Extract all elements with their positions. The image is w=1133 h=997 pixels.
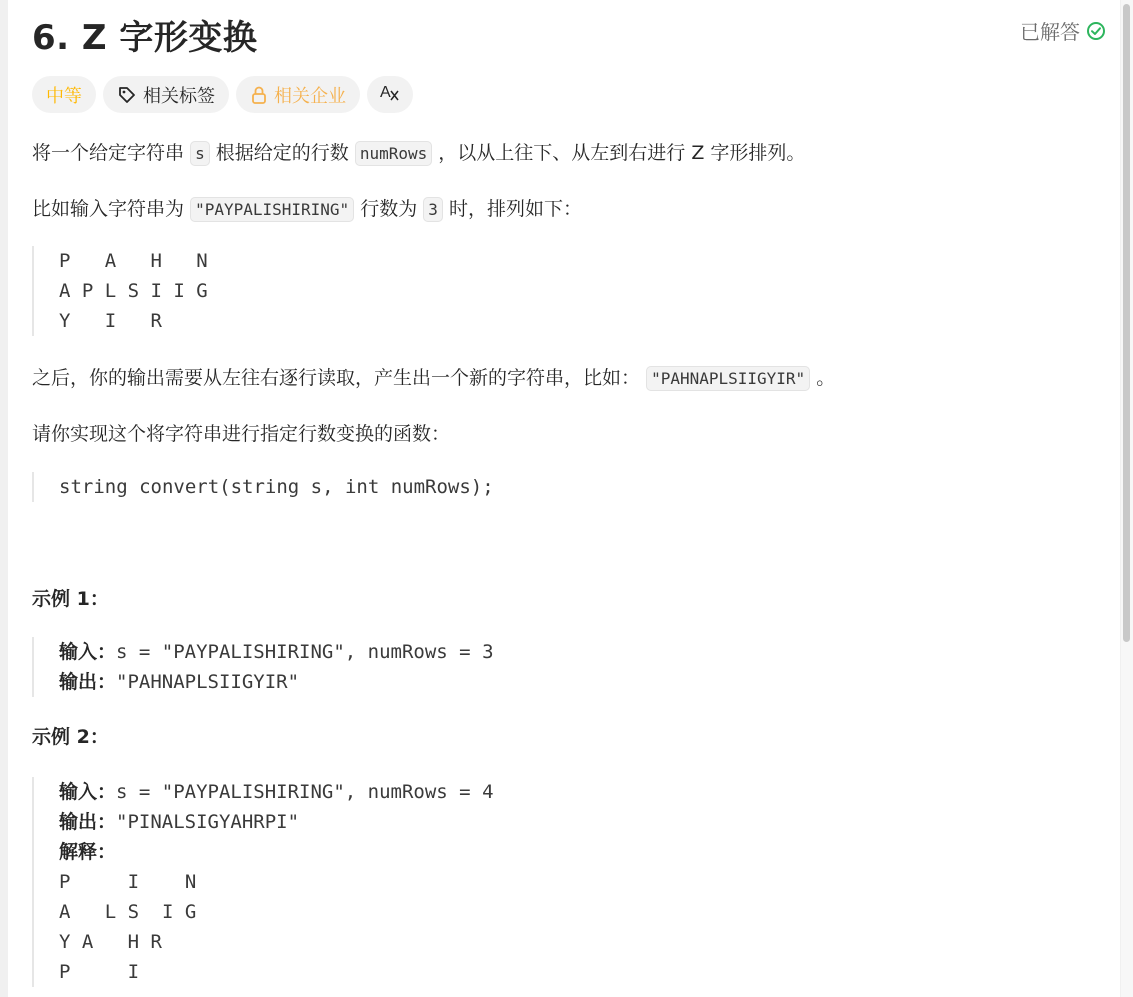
description-paragraph-2: 比如输入字符串为 "PAYPALISHIRING" 行数为 3 时，排列如下： [32, 198, 582, 220]
inline-code-s: s [190, 141, 210, 166]
companies-tag-button[interactable] [236, 76, 360, 113]
topics-tag-button[interactable] [103, 76, 229, 113]
difficulty-label: 中等 [46, 85, 82, 107]
description-paragraph-1: 将一个给定字符串 s 根据给定的行数 numRows ，以从上往下、从左到右进行 Z 字形排列。 [32, 142, 806, 164]
explain-label: 解释： [59, 841, 117, 863]
output-label: 输出： [59, 811, 117, 833]
tag-icon [117, 85, 137, 105]
problem-title: 6. Z 字形变换 [32, 18, 258, 58]
example-output: "PINALSIGYAHRPI" [116, 811, 300, 833]
difficulty-badge[interactable] [32, 76, 96, 113]
example-1-block [32, 637, 494, 697]
example-input: s = "PAYPALISHIRING", numRows = 3 [116, 641, 494, 663]
description-paragraph-3: 之后，你的输出需要从左往右逐行读取，产生出一个新的字符串，比如： "PAHNAPLSIIGYIR" 。 [32, 367, 836, 389]
vertical-scrollbar[interactable] [1121, 0, 1133, 997]
companies-tag-label: 相关企业 [274, 85, 346, 107]
translate-button[interactable] [367, 76, 413, 113]
inline-code-output-string: "PAHNAPLSIIGYIR" [646, 366, 810, 391]
example-input: s = "PAYPALISHIRING", numRows = 4 [116, 781, 494, 803]
example-2-heading: 示例 2： [32, 726, 109, 748]
input-label: 输入： [59, 781, 117, 803]
solved-status[interactable] [1020, 16, 1106, 45]
solved-label: 已解答 [1020, 20, 1080, 44]
input-label: 输入： [59, 641, 117, 663]
zigzag-pattern-block: P A H N A P L S I I G Y I R [32, 246, 208, 336]
example-1-heading: 示例 1： [32, 588, 109, 610]
topics-tag-label: 相关标签 [143, 85, 215, 107]
tag-bar [32, 76, 413, 113]
output-label: 输出： [59, 671, 117, 693]
check-circle-icon [1086, 21, 1106, 41]
inline-code-input-string: "PAYPALISHIRING" [190, 197, 354, 222]
problem-description-panel [8, 0, 1120, 997]
inline-code-rows: 3 [423, 197, 443, 222]
inline-code-numrows: numRows [355, 141, 432, 166]
translate-icon [379, 82, 401, 107]
lock-icon [250, 85, 268, 105]
example-explanation: P I N A L S I G Y A H R P I [59, 871, 197, 983]
scrollbar-thumb[interactable] [1123, 4, 1130, 642]
example-2-block [32, 777, 494, 987]
svg-text:A: A [380, 84, 391, 101]
example-output: "PAHNAPLSIIGYIR" [116, 671, 300, 693]
function-signature-block: string convert(string s, int numRows); [32, 472, 494, 502]
description-paragraph-4: 请你实现这个将字符串进行指定行数变换的函数： [32, 423, 451, 445]
